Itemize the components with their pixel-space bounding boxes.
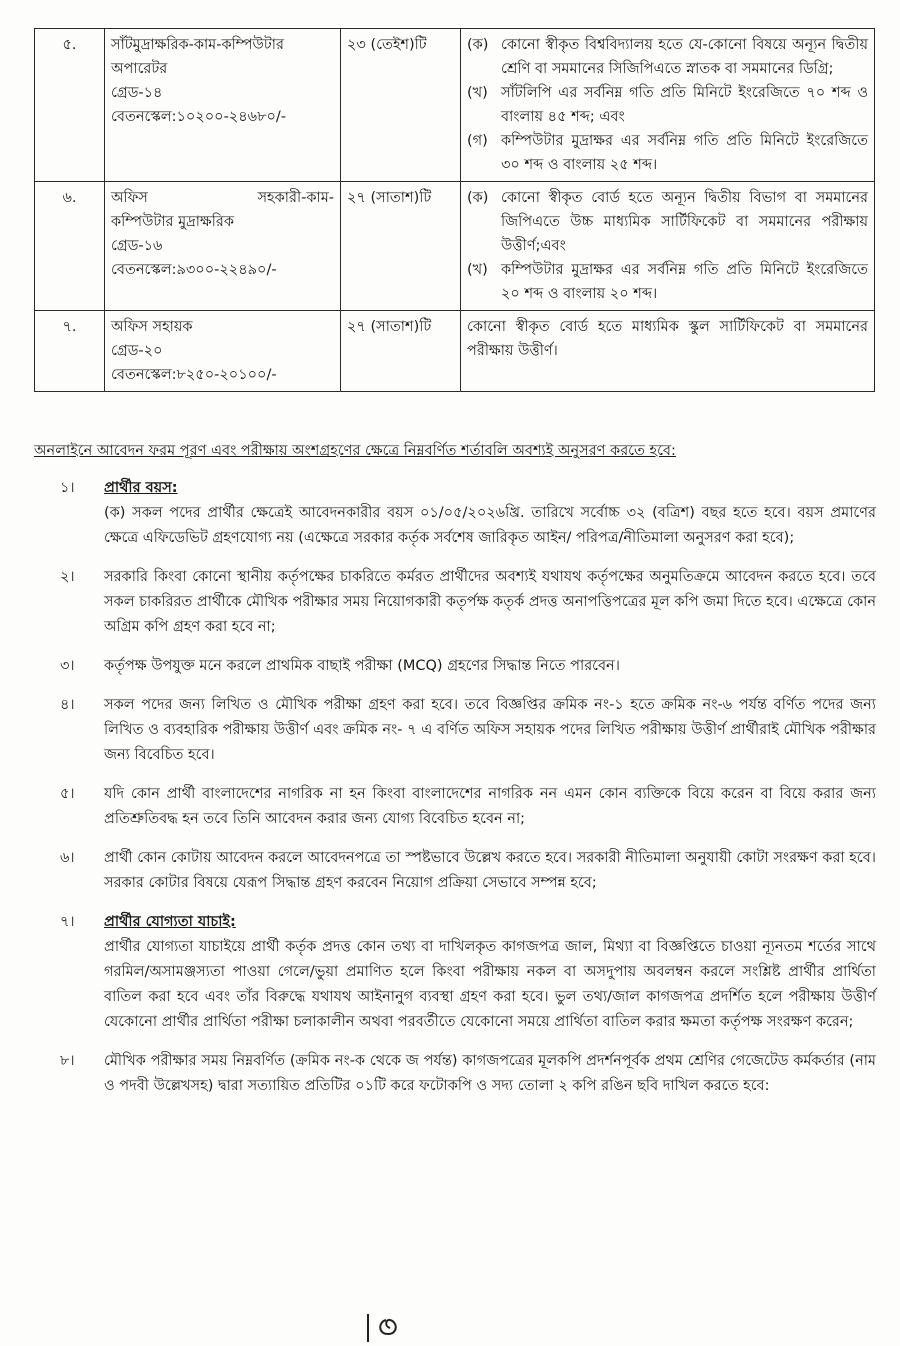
posts-table xyxy=(34,28,875,392)
condition-item xyxy=(60,565,876,640)
condition-title: প্রার্থীর বয়স: xyxy=(104,480,178,496)
post-line: কম্পিউটার মুদ্রাক্ষরিক xyxy=(111,214,234,230)
post-line: সাঁটমুদ্রাক্ষরিক-কাম-কম্পিউটার xyxy=(111,37,284,53)
qualification-text: কম্পিউটার মুদ্রাক্ষর এর সর্বনিম্ন গতি প্রতি মিনিটে ইংরেজিতে ৩০ শব্দ ও বাংলায় ২৫ শব্দ। xyxy=(501,133,868,173)
post-line: গ্রেড-১৪ xyxy=(111,85,163,101)
serial-cell: ৭. xyxy=(35,311,105,392)
condition-number: ৪। xyxy=(60,697,75,713)
condition-number: ৬। xyxy=(60,850,75,866)
condition-body xyxy=(104,693,876,768)
post-line: অপারেটর xyxy=(111,61,168,77)
qualification-item xyxy=(467,33,868,81)
post-cell xyxy=(105,311,341,392)
qualification-text: কম্পিউটার মুদ্রাক্ষর এর সর্বনিম্ন গতি প্রতি মিনিটে ইংরেজিতে ২০ শব্দ ও বাংলায় ২০ শব্দ। xyxy=(501,262,868,302)
qualification-mark: (ক) xyxy=(467,190,489,206)
qualification-text: সাঁটলিপি এর সর্বনিম্ন গতি প্রতি মিনিটে ইংরেজিতে ৭০ শব্দ ও বাংলায় ৪৫ শব্দ; এবং xyxy=(501,85,868,125)
posts-table-body xyxy=(35,29,875,392)
condition-text: সকল পদের জন্য লিখিত ও মৌখিক পরীক্ষা গ্রহণ করা হবে। তবে বিজ্ঞপ্তির ক্রমিক নং-১ হতে ক্রমিক নং-৬ পর্যন্ত বর্ণিত পদের জন্য লিখিত ও ব্যবহারিক পরীক্ষায় উত্তীর্ণ এবং ক্রমিক নং- ৭ এ বর্ণিত অফিস সহায়ক পদের লিখিত পরীক্ষায় উত্তীর্ণ প্রার্থীরাই মৌখিক পরীক্ষার জন্য বিবেচিত হবে। xyxy=(104,697,876,763)
condition-text: যদি কোন প্রার্থী বাংলাদেশের নাগরিক না হন কিংবা বাংলাদেশের নাগরিক নন এমন কোন ব্যক্তিকে বিয়ে করেন বা বিয়ে করার জন্য প্রতিশ্রুতিবদ্ধ হন তবে তিনি আবেদন করার জন্য যোগ্য বিবেচিত হবেন না; xyxy=(104,786,876,827)
condition-body xyxy=(104,782,876,832)
condition-item xyxy=(60,476,876,551)
qualification-cell xyxy=(461,29,875,182)
post-line: অফিস সহায়ক xyxy=(111,319,193,335)
condition-item xyxy=(60,782,876,832)
condition-body xyxy=(104,654,876,679)
conditions-heading: অনলাইনে আবেদন ফরম পূরণ এবং পরীক্ষায় অংশগ্রহণের ক্ষেত্রে নিম্নবর্ণিত শর্তাবলি অবশ্যই অনুসরণ করতে হবে: xyxy=(34,443,676,459)
qualification-item xyxy=(467,81,868,129)
serial-cell: ৫. xyxy=(35,29,105,182)
table-row xyxy=(35,311,875,392)
condition-number: ৫। xyxy=(60,786,75,802)
post-cell xyxy=(105,182,341,311)
qualification-mark: (গ) xyxy=(467,133,488,149)
qualification-item xyxy=(467,315,868,363)
condition-text: প্রার্থী কোন কোটায় আবেদন করলে আবেদনপত্রে তা স্পষ্টভাবে উল্লেখ করতে হবে। সরকারী নীতিমালা অনুযায়ী কোটা সংরক্ষণ করা হবে। সরকার কোটার বিষয়ে যেরূপ সিদ্ধান্ত গ্রহণ করবেন নিয়োগ প্রক্রিয়া সেভাবে সম্পন্ন হবে; xyxy=(104,850,876,891)
post-line: বেতনস্কেল:৯৩০০-২২৪৯০/- xyxy=(111,262,277,278)
serial-cell: ৬. xyxy=(35,182,105,311)
condition-body xyxy=(104,846,876,896)
condition-body xyxy=(104,910,876,1035)
qualification-item xyxy=(467,258,868,306)
condition-item xyxy=(60,693,876,768)
handwritten-mark xyxy=(356,1310,416,1344)
post-line: বেতনস্কেল:৮২৫০-২০১০০/- xyxy=(111,367,277,383)
qualification-item xyxy=(467,186,868,258)
qualification-text: কোনো স্বীকৃত বোর্ড হতে অন্যূন দ্বিতীয় বিভাগ বা সমমানের জিপিএতে উচ্চ মাধ্যমিক সার্টিফিকেট বা সমমানের পরীক্ষায় উত্তীর্ণ;এবং xyxy=(501,190,868,254)
post-count-cell: ২৩ (তেইশ)টি xyxy=(341,29,461,182)
condition-number: ৭। xyxy=(60,914,75,930)
post-count-cell: ২৭ (সাতাশ)টি xyxy=(341,311,461,392)
condition-item xyxy=(60,1049,876,1099)
post-line: বেতনস্কেল:১০২০০-২৪৬৮০/- xyxy=(111,109,287,125)
post-cell xyxy=(105,29,341,182)
condition-body xyxy=(104,565,876,640)
condition-body xyxy=(104,476,876,551)
qualification-mark: (খ) xyxy=(467,262,488,278)
table-row xyxy=(35,182,875,311)
condition-text: সরকারি কিংবা কোনো স্থানীয় কর্তৃপক্ষের চাকরিতে কর্মরত প্রার্থীদের অবশ্যই যথাযথ কর্তৃপক্ষের অনুমতিক্রমে আবেদন করতে হবে। তবে সকল চাকরিরত প্রার্থীকে মৌখিক পরীক্ষার সময় নিয়োগকারী কতৃর্পক্ষ কতৃর্ক প্রদত্ত অনাপত্তিপত্রের মূল কপি জমা দিতে হবে। এক্ষেত্রে কোন অগ্রিম কপি গ্রহণ করা হবে না; xyxy=(104,569,876,635)
condition-text: প্রার্থীর যোগ্যতা যাচাইয়ে প্রার্থী কর্তৃক প্রদত্ত কোন তথ্য বা দাখিলকৃত কাগজপত্র জাল, মিথ্যা বা বিজ্ঞপ্তিতে চাওয়া ন্যূনতম শর্তের সাথে গরমিল/অসামঞ্জস্যতা পাওয়া গেলে/ভুয়া প্রমাণিত হলে কিংবা পরীক্ষায় নকল বা অসদুপায় অবলম্বন করলে সংশ্লিষ্ট প্রার্থীর প্রার্থিতা বাতিল করা হবে এবং তাঁর বিরুদ্ধে যথাযথ আইনানুগ ব্যবস্থা গ্রহণ করা হবে। ভুল তথ্য/জাল কাগজপত্র প্রদর্শিত হলে পরীক্ষায় উত্তীর্ণ যেকোনো প্রার্থীর প্রার্থিতা পরীক্ষা চলাকালীন অথবা পরবর্তীতে যেকোনো সময়ে প্রার্থিতা বাতিল করার ক্ষমতা কর্তৃপক্ষ সংরক্ষণ করেন; xyxy=(104,939,876,1030)
condition-text: (ক) সকল পদের প্রার্থীর ক্ষেত্রেই আবেদনকারীর বয়স ০১/০৫/২০২৬খ্রি. তারিখে সর্বোচ্চ ৩২ (বত্রিশ) বছর হতে হবে। বয়স প্রমাণের ক্ষেত্রে এফিডেভিট গ্রহণযোগ্য নয় (এক্ষেত্রে সরকার কর্তৃক সর্বশেষ জারিকৃত আইন/ পরিপত্র/নীতিমালা অনুসরণ করা হবে); xyxy=(104,505,876,546)
qualification-cell xyxy=(461,311,875,392)
qualification-cell xyxy=(461,182,875,311)
condition-item xyxy=(60,654,876,679)
qualification-item xyxy=(467,129,868,177)
conditions-list xyxy=(60,476,876,1113)
post-line: অফিস সহকারী-কাম- xyxy=(111,190,334,206)
condition-item xyxy=(60,846,876,896)
condition-item xyxy=(60,910,876,1035)
condition-title: প্রার্থীর যোগ্যতা যাচাই: xyxy=(104,914,236,930)
condition-body xyxy=(104,1049,876,1099)
condition-text: কর্তৃপক্ষ উপযুক্ত মনে করলে প্রাথমিক বাছাই পরীক্ষা (MCQ) গ্রহণের সিদ্ধান্ত নিতে পারবেন। xyxy=(104,658,620,674)
condition-number: ৮। xyxy=(60,1053,75,1069)
condition-text: মৌখিক পরীক্ষার সময় নিম্নবর্ণিত (ক্রমিক নং-ক থেকে জ পর্যন্ত) কাগজপত্রের মূলকপি প্রদর্শনপূর্বক প্রথম শ্রেণির গেজেটেড কর্মকর্তার (নাম ও পদবী উল্লেখসহ) দ্বারা সত্যায়িত প্রতিটির ০১টি করে ফটোকপি ও সদ্য তোলা ২ কপি রঙিন ছবি দাখিল করতে হবে: xyxy=(104,1053,876,1094)
qualification-text: কোনো স্বীকৃত বোর্ড হতে মাধ্যমিক স্কুল সার্টিফিকেট বা সমমানের পরীক্ষায় উত্তীর্ণ। xyxy=(467,319,868,359)
table-row xyxy=(35,29,875,182)
post-line: গ্রেড-১৬ xyxy=(111,238,163,254)
qualification-mark: (ক) xyxy=(467,37,489,53)
qualification-mark: (খ) xyxy=(467,85,488,101)
qualification-text: কোনো স্বীকৃত বিশ্ববিদ্যালয় হতে যে-কোনো বিষয়ে অন্যূন দ্বিতীয় শ্রেণি বা সমমানের সিজিপিএতে স্নাতক বা সমমানের ডিগ্রি; xyxy=(501,37,868,77)
condition-number: ৩। xyxy=(60,658,75,674)
condition-number: ১। xyxy=(60,480,75,496)
condition-number: ২। xyxy=(60,569,75,585)
post-count-cell: ২৭ (সাতাশ)টি xyxy=(341,182,461,311)
post-line: গ্রেড-২০ xyxy=(111,343,163,359)
